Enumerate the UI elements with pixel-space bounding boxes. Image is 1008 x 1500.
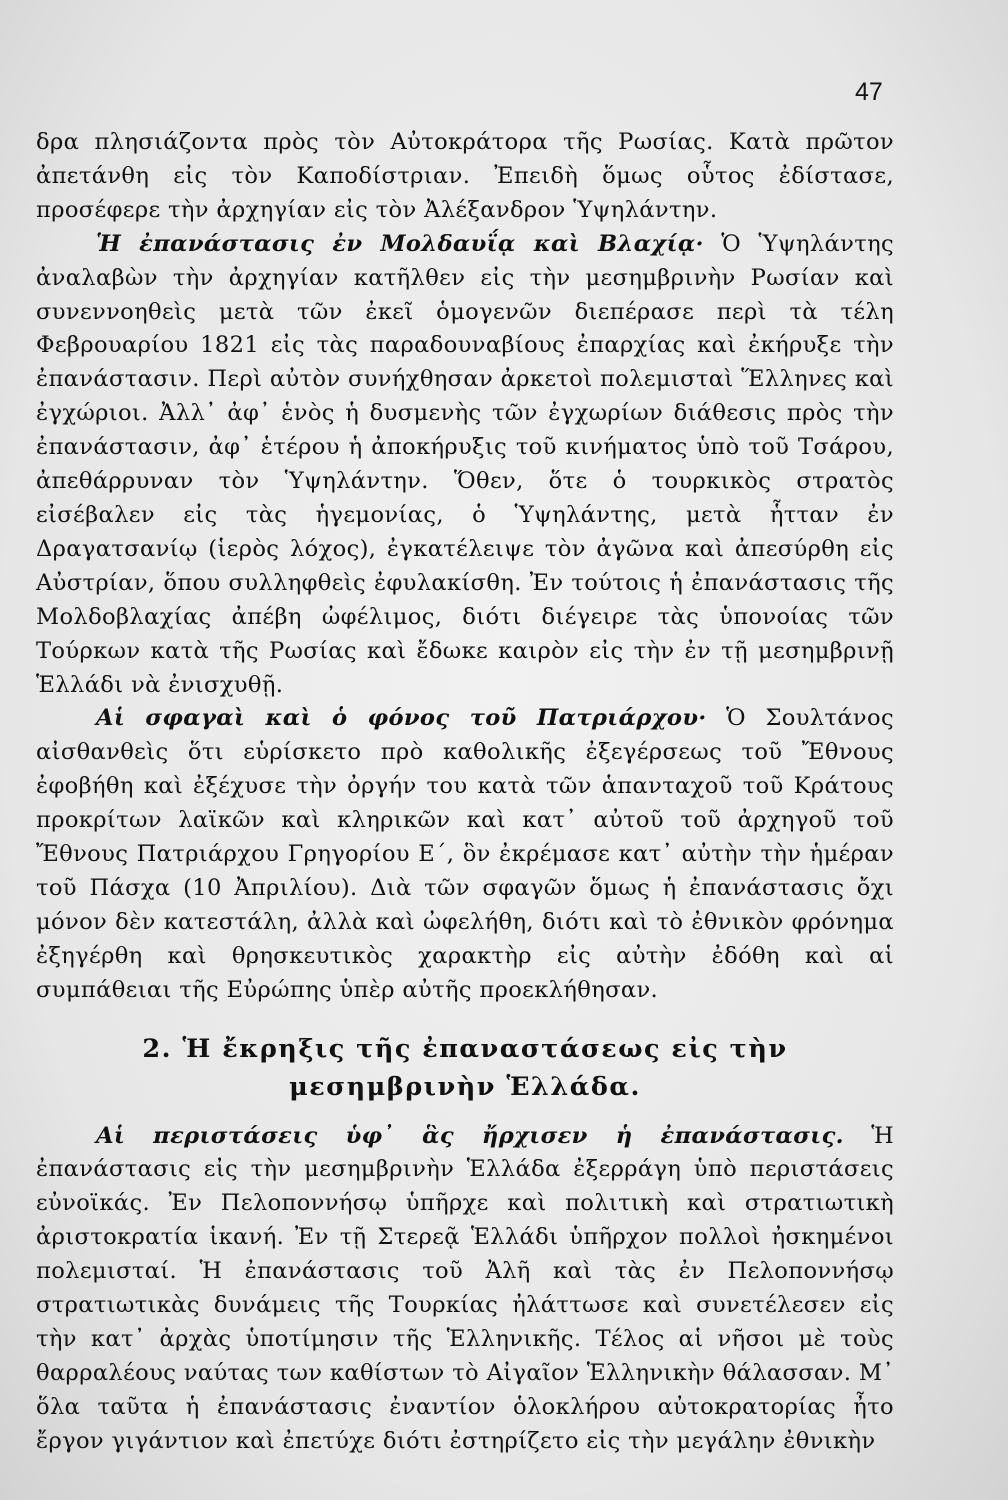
subheading-patriarch: Αἱ σφαγαὶ καὶ ὁ φόνος τοῦ Πατριάρχου· [96,705,707,732]
paragraph-patriarch-body: Ὁ Σουλτάνος αἰσθανθεὶς ὅτι εὑρίσκετο πρὸ καθολικῆς ἐξεγέρσεως τοῦ Ἔθνους ἐφοβήθη καὶ ἐξέχυσε τὴν ὀργήν του κατὰ τῶν ἁπανταχοῦ τοῦ Κράτους προκρίτων λαϊκῶν καὶ κληρικῶν καὶ κατ᾽ αὐτοῦ τοῦ ἀρχηγοῦ τοῦ Ἔθνους Πατριάρχου Γρηγορίου Ε΄, ὃν ἐκρέμασε κατ᾽ αὐτὴν τὴν ἡμέραν τοῦ Πάσχα (10 Ἀπριλίου). Διὰ τῶν σφαγῶν ὅμως ἡ ἐπανάστασις ὄχι μόνον δὲν κατεστάλη, ἀλλὰ καὶ ὠφελήθη, διότι καὶ τὸ ἐθνικὸν φρόνημα ἐξηγέρθη καὶ θρησκευτικὸς χαρακτὴρ εἰς αὐτὴν ἐδόθη καὶ αἱ συμπάθειαι τῆς Εὐρώπης ὑπὲρ αὐτῆς προεκλήθησαν. [36,705,894,1003]
paragraph-continuation: δρα πλησιάζοντα πρὸς τὸν Αὐτοκράτορα τῆς Ρωσίας. Κατὰ πρῶτον ἀπετάνθη εἰς τὸν Καποδίστριαν. Ἐπειδὴ ὅμως οὗτος ἐδίστασε, προσέφερε τὴν ἀρχηγίαν εἰς τὸν Ἀλέξανδρον Ὑψηλάντην. [36,129,894,223]
paragraph-circumstances-body: Ἡ ἐπανάστασις εἰς τὴν μεσημβρινὴν Ἑλλάδα ἐξερράγη ὑπὸ περιστάσεις εὐνοϊκάς. Ἐν Πελοποννήσῳ ὑπῆρχε καὶ πολιτικὴ καὶ στρατιωτικὴ ἀριστοκρατία ἱκανή. Ἐν τῇ Στερεᾷ Ἑλλάδι ὑπῆρχον πολλοὶ ἠσκημένοι πολεμισταί. Ἡ ἐπανάστασις τοῦ Ἀλῆ καὶ τὰς ἐν Πελοποννήσῳ στρατιωτικὰς δυνάμεις τῆς Τουρκίας ἠλάττωσε καὶ συνετέλεσεν εἰς τὴν κατ᾽ ἀρχὰς ὑποτίμησιν τῆς Ἑλληνικῆς. Τέλος αἱ νῆσοι μὲ τοὺς θαρραλέους ναύτας των καθίστων τὸ Αἰγαῖον Ἑλληνικὴν θάλασσαν. Μ᾽ ὅλα ταῦτα ἡ ἐπανάστασις ἐναντίον ὁλοκλήρου αὐτοκρατορίας ἦτο ἔργον γιγάντιον καὶ ἐπετύχε διότι ἐστηρίζετο εἰς τὴν μεγάλην ἐθνικὴν [36,1122,894,1454]
section-title: 2. Ἡ ἔκρηξις τῆς ἐπαναστάσεως εἰς τὴν μεσημβρινὴν Ἑλλάδα. [142,1033,788,1102]
page-number: 47 [855,78,883,106]
subheading-moldavia: Ἡ ἐπανάστασις ἐν Μολδαυΐᾳ καὶ Βλαχίᾳ· [96,230,704,257]
paragraph-circumstances [36,1120,894,1459]
paragraph-patriarch [36,702,894,1007]
paragraph-moldavia-body: Ὁ Ὑψηλάντης ἀναλαβὼν τὴν ἀρχηγίαν κατῆλθεν εἰς τὴν μεσημβρινὴν Ρωσίαν καὶ συνεννοηθεὶς μετὰ τῶν ἐκεῖ ὁμογενῶν διεπέρασε περὶ τὰ τέλη Φεβρουαρίου 1821 εἰς τὰς παραδουναβίους ἐπαρχίας καὶ ἐκήρυξε τὴν ἐπανάστασιν. Περὶ αὐτὸν συνήχθησαν ἀρκετοὶ πολεμισταὶ Ἕλληνες καὶ ἐγχώριοι. Ἀλλ᾽ ἀφ᾽ ἑνὸς ἡ δυσμενὴς τῶν ἐγχωρίων διάθεσις πρὸς τὴν ἐπανάστασιν, ἀφ᾽ ἑτέρου ἡ ἀποκήρυξις τοῦ κινήματος ὑπὸ τοῦ Τσάρου, ἀπεθάρρυναν τὸν Ὑψηλάντην. Ὅθεν, ὅτε ὁ τουρκικὸς στρατὸς εἰσέβαλεν εἰς τὰς ἡγεμονίας, ὁ Ὑψηλάντης, μετὰ ἧτταν ἐν Δραγατσανίῳ (ἱερὸς λόχος), ἐγκατέλειψε τὸν ἀγῶνα καὶ ἀπεσύρθη εἰς Αὐστρίαν, ὅπου συλληφθεὶς ἐφυλακίσθη. Ἐν τούτοις ἡ ἐπανάστασις τῆς Μολδοβλαχίας ἀπέβη ὠφέλιμος, διότι διέγειρε τὰς ὑπονοίας τῶν Τούρκων κατὰ τῆς Ρωσίας καὶ ἔδωκε καιρὸν εἰς τὴν ἐν τῇ μεσημβρινῇ Ἑλλάδι νὰ ἐνισχυθῇ. [36,230,894,698]
subheading-circumstances: Αἱ περιστάσεις ὑφ᾽ ἃς ἤρχισεν ἡ ἐπανάστασις. [96,1122,844,1149]
paragraph-moldavia [36,228,894,703]
body-text [36,126,894,1459]
